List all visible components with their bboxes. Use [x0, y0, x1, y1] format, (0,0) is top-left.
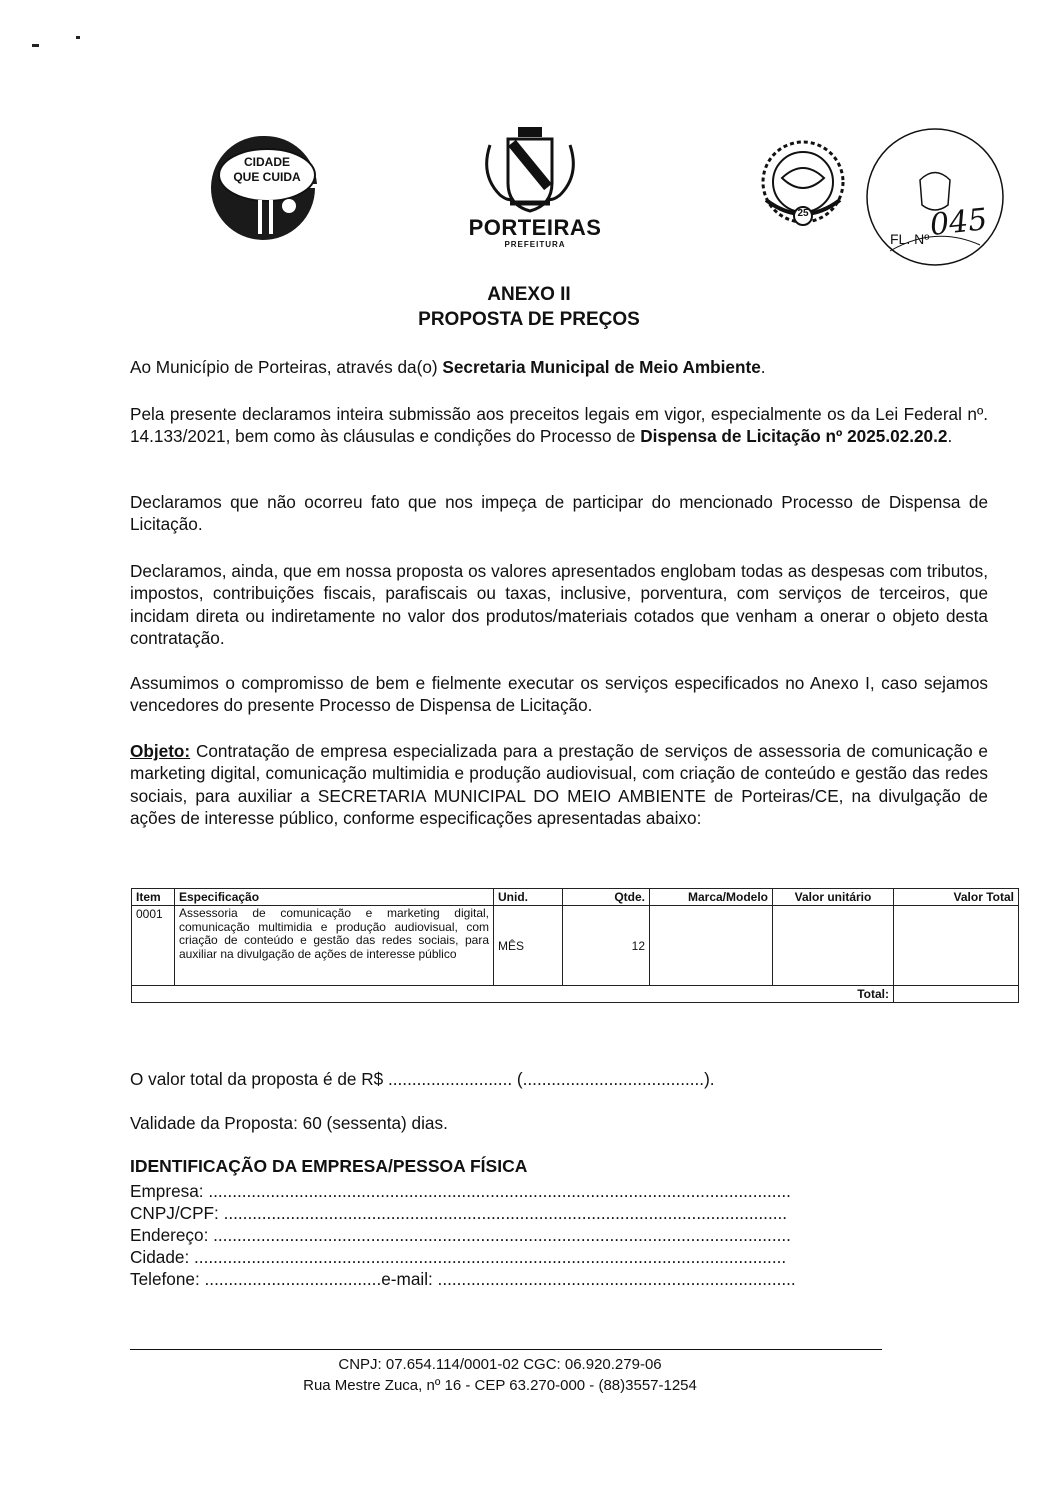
- paragraph-objeto: Objeto: Contratação de empresa especializada para a prestação de serviços de assessoria de comunicação e marketing digital, comunicação multimidia e produção audiovisual, com criação de conteúdo e gestão das redes sociais, para auxiliar a SECRETARIA MUNICIPAL DO MEIO AMBIENTE de Porteiras/CE, na divulgação de ações de interesse público, conforme especificações apresentadas abaixo:: [130, 741, 988, 829]
- paragraph-no-impediment: Declaramos que não ocorreu fato que nos impeça de participar do mencionado Processo de Dispensa de Licitação.: [130, 492, 988, 535]
- stamp-fl-label: FL. Nº: [890, 231, 930, 247]
- cell-valor-total[interactable]: [894, 906, 1019, 986]
- municipal-emblem: [752, 138, 854, 228]
- footer-address: Rua Mestre Zuca, nº 16 - CEP 63.270-000 - (88)3557-1254: [303, 1377, 697, 1394]
- total-label: Total:: [132, 986, 894, 1003]
- stamp-fl-number: 045: [928, 202, 989, 243]
- table-row: [132, 906, 1019, 986]
- col-header-marca: Marca/Modelo: [650, 889, 773, 906]
- logo-text-line1: CIDADE: [243, 155, 290, 169]
- paragraph-submission: Pela presente declaramos inteira submissão aos preceitos legais em vigor, especialmente os da Lei Federal nº. 14.133/2021, bem como às cláusulas e condições do Processo de Dispensa de Licitação nº 2025.02.20.2.: [130, 404, 988, 447]
- proposal-validity: Validade da Proposta: 60 (sessenta) dias.: [130, 1113, 448, 1133]
- document-title-line1: ANEXO II: [487, 284, 571, 305]
- porteiras-crest-logo: [470, 125, 590, 215]
- cnpj-cpf-field[interactable]: CNPJ/CPF: ......................................................................................................................: [130, 1203, 788, 1223]
- col-header-item: Item: [132, 889, 175, 906]
- scan-speck: [32, 44, 39, 47]
- total-value[interactable]: [894, 986, 1019, 1003]
- cell-unid: MÊS: [494, 906, 563, 986]
- col-header-valor-unitario: Valor unitário: [773, 889, 894, 906]
- col-header-qtde: Qtde.: [563, 889, 650, 906]
- porteiras-name: PORTEIRAS: [468, 215, 602, 240]
- empresa-field[interactable]: Empresa: ..........................................................................................................................: [130, 1181, 791, 1201]
- porteiras-subtitle: PREFEITURA: [504, 240, 566, 249]
- scan-speck: [76, 36, 80, 39]
- col-header-valor-total: Valor Total: [894, 889, 1019, 906]
- footer-divider: [130, 1349, 882, 1350]
- logo-text-line2: QUE CUIDA: [233, 170, 301, 184]
- col-header-spec: Especificação: [175, 889, 494, 906]
- cidade-que-cuida-logo: [205, 130, 325, 240]
- proposal-total-value[interactable]: O valor total da proposta é de R$ .......................... (......................................).: [130, 1069, 715, 1089]
- telefone-email-field[interactable]: Telefone: .....................................e-mail: ...........................................................................: [130, 1269, 796, 1289]
- prefeitura-page-stamp: [860, 125, 1010, 273]
- document-title-line2: PROPOSTA DE PREÇOS: [418, 309, 640, 330]
- emblem-number: 25: [797, 208, 809, 219]
- table-header-row: [132, 889, 1019, 906]
- cell-marca[interactable]: [650, 906, 773, 986]
- endereco-field[interactable]: Endereço: .........................................................................................................................: [130, 1225, 791, 1245]
- paragraph-commitment: Assumimos o compromisso de bem e fielmente executar os serviços especificados no Anexo I, caso sejamos vencedores do presente Processo de Dispensa de Licitação.: [130, 673, 988, 716]
- cell-valor-unitario[interactable]: [773, 906, 894, 986]
- paragraph-costs: Declaramos, ainda, que em nossa proposta os valores apresentados englobam todas as despesas com tributos, impostos, contribuições fiscais, parafiscais ou taxas, inclusive, porventura, com serviços de terceiros, que incidam direta ou indiretamente no valor dos produtos/materiais cotados que venham a onerar o objeto desta contratação.: [130, 561, 988, 649]
- cell-item: 0001: [132, 906, 175, 986]
- col-header-unid: Unid.: [494, 889, 563, 906]
- objeto-label: Objeto:: [130, 741, 191, 761]
- cidade-field[interactable]: Cidade: ............................................................................................................................: [130, 1247, 787, 1267]
- cell-spec: Assessoria de comunicação e marketing digital, comunicação multimidia e produção audiovisual, com criação de conteúdo e gestão das redes sociais, para auxiliar na divulgação de ações de interesse público: [175, 906, 494, 986]
- paragraph-addressee: Ao Município de Porteiras, através da(o) Secretaria Municipal de Meio Ambiente.: [130, 357, 766, 377]
- table-total-row: [132, 986, 1019, 1003]
- footer-cnpj: CNPJ: 07.654.114/0001-02 CGC: 06.920.279-06: [338, 1356, 662, 1373]
- identification-heading: IDENTIFICAÇÃO DA EMPRESA/PESSOA FÍSICA: [130, 1156, 528, 1176]
- items-table: [131, 888, 1019, 1003]
- cell-qtde: 12: [563, 906, 650, 986]
